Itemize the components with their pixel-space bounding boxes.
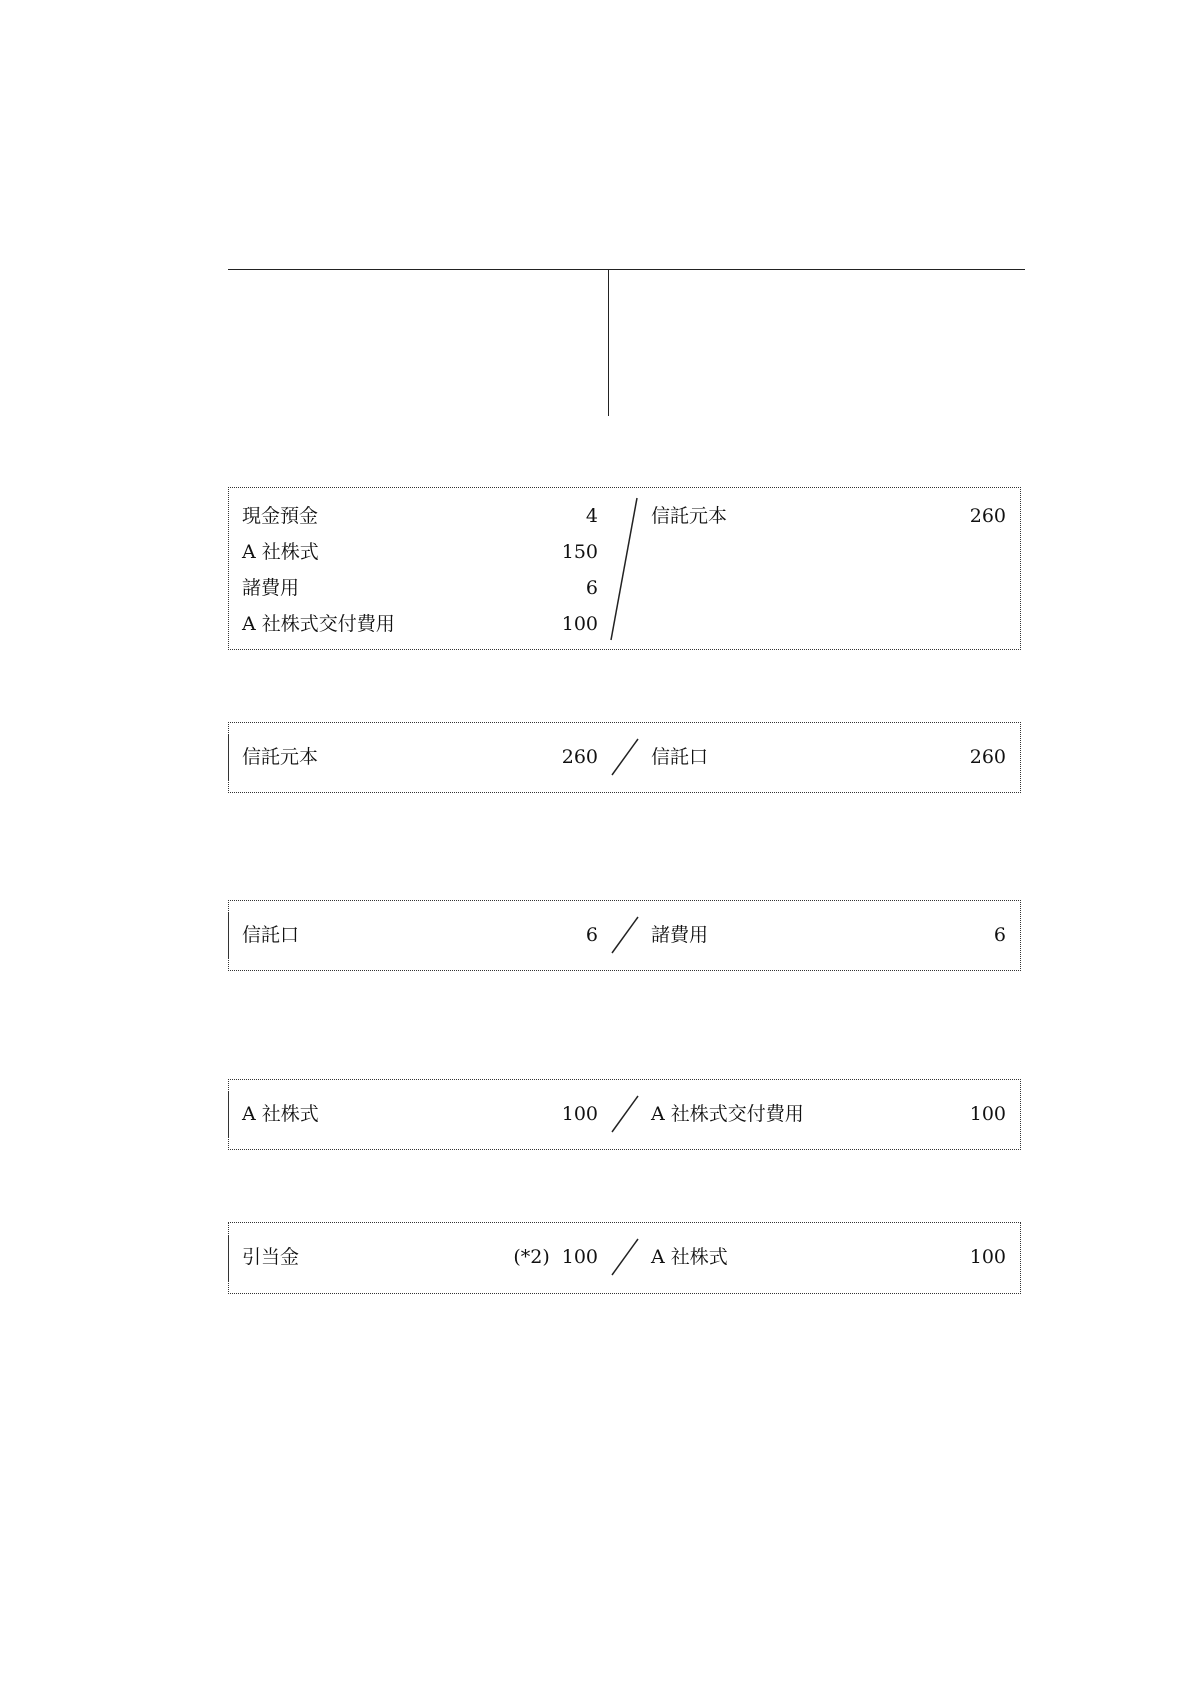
credit-amount: 100 — [969, 1246, 1006, 1268]
credit-amount: 6 — [993, 924, 1006, 946]
debit-label: 信託口 — [242, 924, 300, 946]
debit-label: 引当金 — [242, 1246, 300, 1268]
credit-label: 信託元本 — [651, 505, 728, 527]
journal-entry-1 — [228, 487, 1021, 650]
debit-amount: 100 — [561, 1103, 598, 1125]
debit-amount: 100 — [561, 613, 598, 635]
journal-entry-2 — [228, 722, 1021, 793]
journal-entry-3 — [228, 900, 1021, 971]
credit-label: A 社株式交付費用 — [651, 1103, 804, 1125]
debit-label: 信託元本 — [242, 746, 319, 768]
entry-left-bar — [228, 735, 229, 780]
credit-amount: 260 — [969, 505, 1006, 527]
credit-label: A 社株式 — [651, 1246, 728, 1268]
t-account-top-line — [228, 269, 1025, 270]
credit-label: 信託口 — [651, 746, 709, 768]
entry-left-bar — [228, 913, 229, 958]
t-account-divider-line — [608, 269, 609, 416]
debit-label: A 社株式 — [242, 541, 319, 563]
separator-slash — [610, 915, 640, 955]
debit-amount: 6 — [585, 924, 598, 946]
debit-amount: 4 — [585, 505, 598, 527]
debit-label: A 社株式 — [242, 1103, 319, 1125]
separator-slash — [610, 737, 640, 777]
debit-amount: 260 — [561, 746, 598, 768]
separator-slash — [609, 496, 639, 642]
journal-entry-5 — [228, 1222, 1021, 1294]
debit-label: 諸費用 — [242, 577, 300, 599]
debit-amount-with-note — [469, 1242, 598, 1272]
debit-label: 現金預金 — [242, 505, 319, 527]
entry-left-bar — [228, 1092, 229, 1137]
debit-amount: 6 — [585, 577, 598, 599]
separator-slash — [610, 1237, 640, 1277]
entry-left-bar — [228, 1235, 229, 1281]
credit-amount: 260 — [969, 746, 1006, 768]
credit-label: 諸費用 — [651, 924, 709, 946]
debit-amount: 100 — [561, 1246, 598, 1268]
debit-amount: 150 — [561, 541, 598, 563]
credit-amount: 100 — [969, 1103, 1006, 1125]
journal-entry-4 — [228, 1079, 1021, 1150]
separator-slash — [610, 1094, 640, 1134]
footnote-ref: (*2) — [513, 1246, 550, 1268]
debit-label: A 社株式交付費用 — [242, 613, 395, 635]
